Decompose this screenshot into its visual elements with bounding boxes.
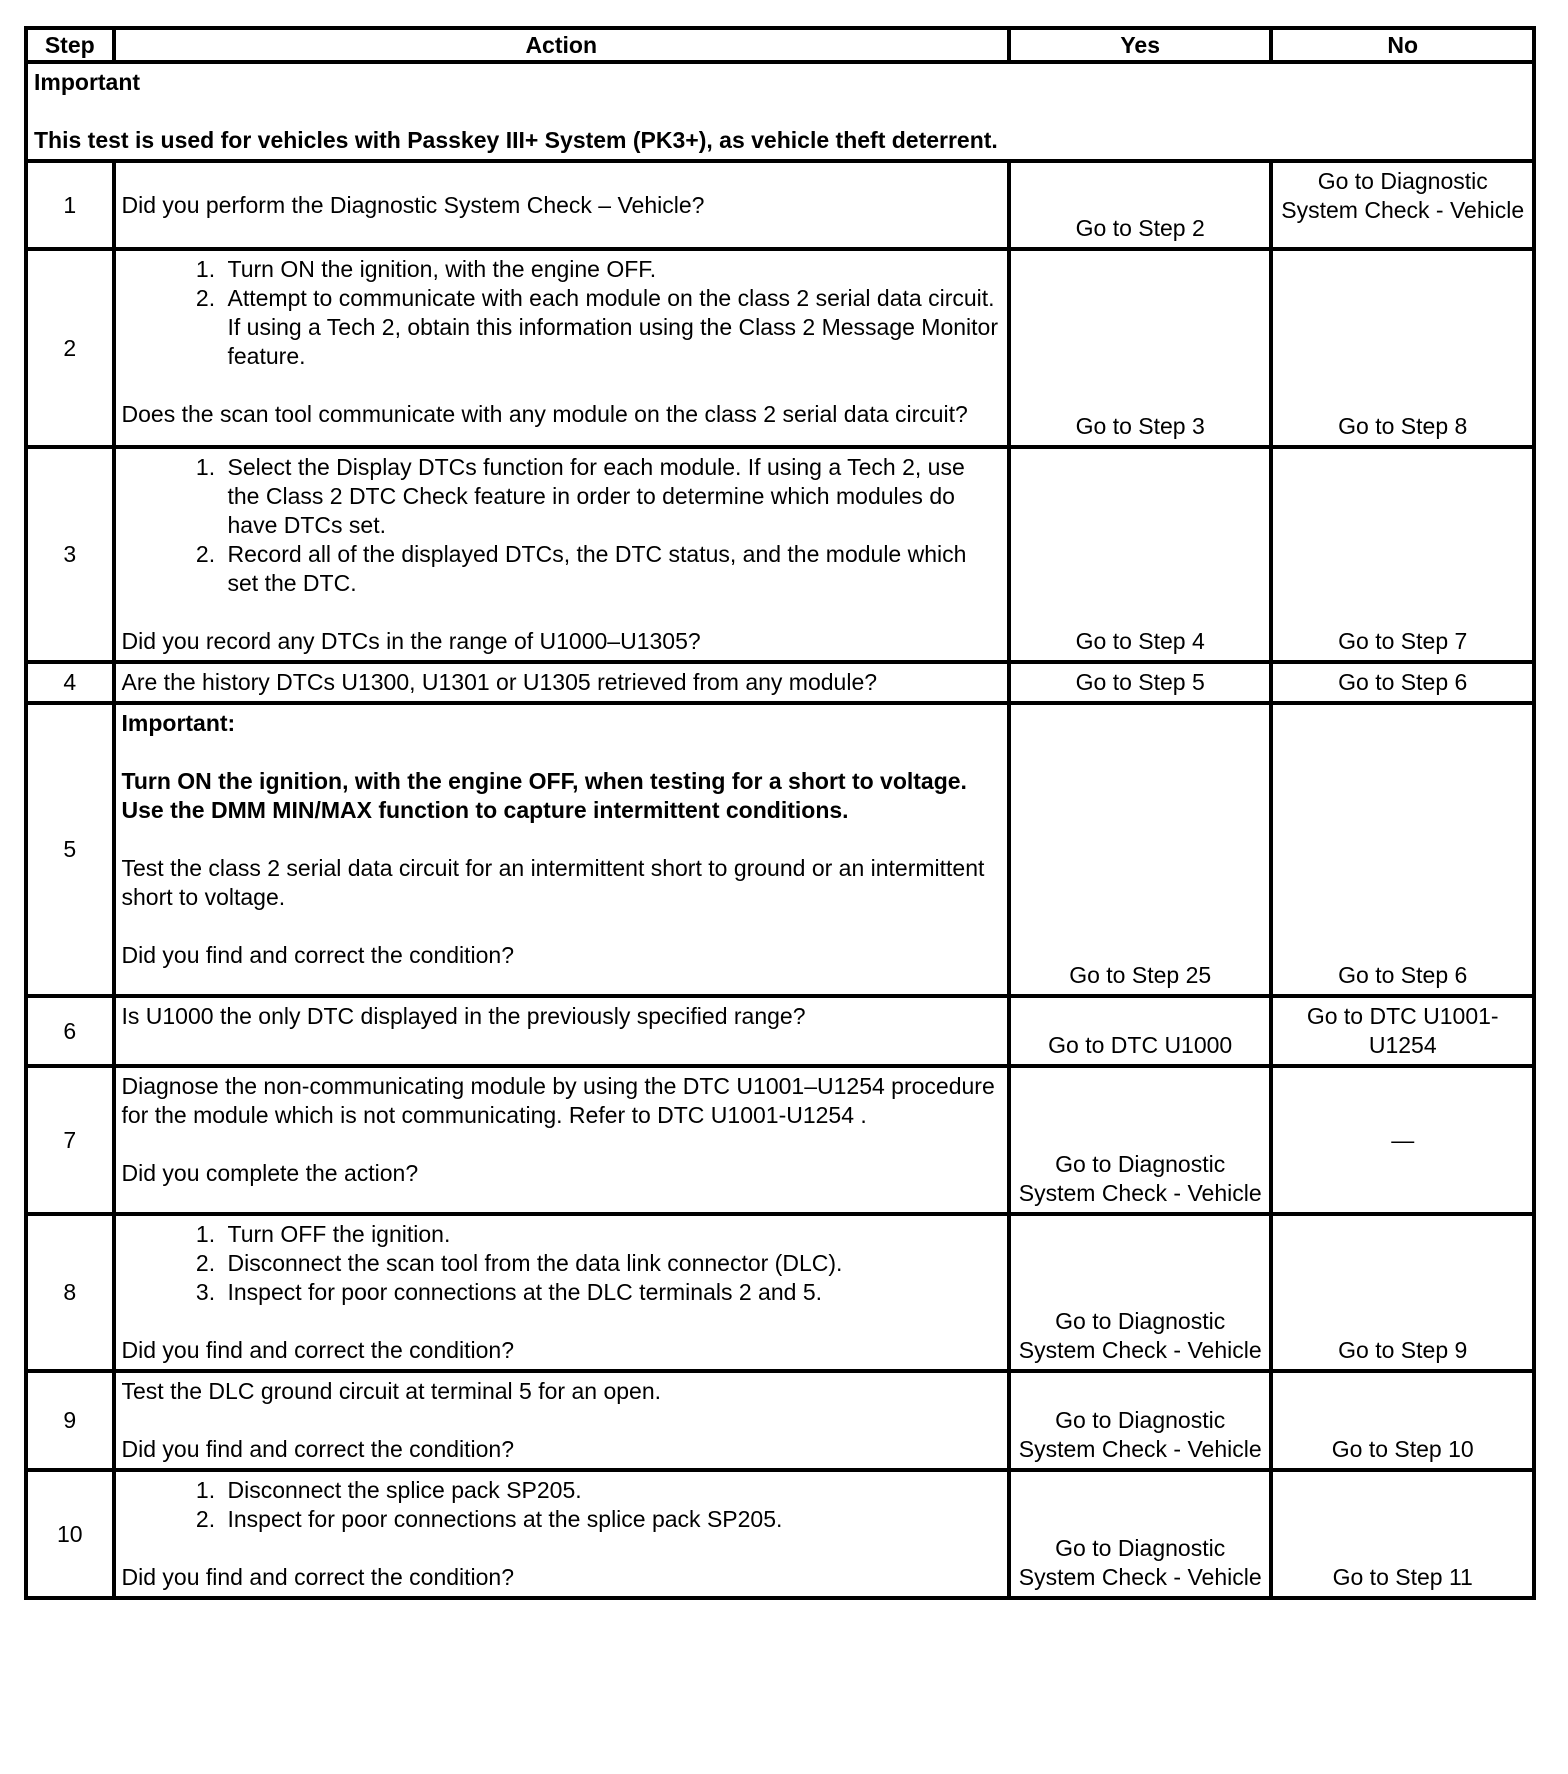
substep: 2. Disconnect the scan tool from the data link connector (DLC). [222,1249,1001,1278]
action-question: Did you find and correct the condition? [121,1337,515,1363]
action-question: Is U1000 the only DTC displayed in the previously specified range? [121,1003,806,1029]
action-question: Does the scan tool communicate with any module on the class 2 serial data circuit? [121,401,968,427]
step-number: 5 [26,703,114,996]
action-body: Test the class 2 serial data circuit for an intermittent short to ground or an intermittent short to voltage. [121,855,985,910]
step-number: 10 [26,1470,114,1598]
yes-cell: Go to Diagnostic System Check - Vehicle [1009,1066,1272,1214]
action-cell [114,703,1009,996]
table-row [26,996,1534,1066]
substep: 1. Turn ON the ignition, with the engine OFF. [222,255,1001,284]
yes-cell: Go to Step 25 [1009,703,1272,996]
step-number: 1 [26,161,114,249]
action-body: Test the DLC ground circuit at terminal 5 for an open. [121,1378,662,1404]
table-row [26,703,1534,996]
yes-cell: Go to Step 4 [1009,447,1272,662]
substep: 2. Record all of the displayed DTCs, the DTC status, and the module which set the DTC. [222,540,1001,598]
substep-list [122,255,1001,371]
action-question: Did you find and correct the condition? [121,942,515,968]
header-yes: Yes [1009,28,1272,62]
action-cell [114,249,1009,447]
intro-row [26,62,1534,161]
action-cell [114,996,1009,1066]
header-action: Action [114,28,1009,62]
substep: 1. Disconnect the splice pack SP205. [222,1476,1001,1505]
action-cell [114,1470,1009,1598]
substep-list [122,1476,1001,1534]
table-row [26,1470,1534,1598]
step-number: 6 [26,996,114,1066]
step-number: 8 [26,1214,114,1371]
diagnostic-table [24,26,1536,1600]
table-row [26,447,1534,662]
action-body: Diagnose the non-communicating module by using the DTC U1001–U1254 procedure for the module which is not communicating. Refer to DTC U1001-U1254 . [121,1073,995,1128]
table-row [26,662,1534,703]
action-cell [114,1066,1009,1214]
header-no: No [1271,28,1534,62]
action-question: Did you complete the action? [121,1160,419,1186]
step-number: 9 [26,1371,114,1470]
table-row [26,249,1534,447]
substep: 3. Inspect for poor connections at the DLC terminals 2 and 5. [222,1278,1001,1307]
no-cell: Go to Step 10 [1271,1371,1534,1470]
action-cell [114,1371,1009,1470]
no-cell: Go to Step 6 [1271,662,1534,703]
substep: 2. Inspect for poor connections at the splice pack SP205. [222,1505,1001,1534]
substep: 1. Turn OFF the ignition. [222,1220,1001,1249]
step-number: 7 [26,1066,114,1214]
no-cell: Go to DTC U1001-U1254 [1271,996,1534,1066]
yes-cell: Go to Step 2 [1009,161,1272,249]
yes-cell: Go to DTC U1000 [1009,996,1272,1066]
action-cell [114,447,1009,662]
step-number: 3 [26,447,114,662]
header-row [26,28,1534,62]
action-question: Did you find and correct the condition? [121,1436,515,1462]
table-row [26,1371,1534,1470]
step-number: 4 [26,662,114,703]
no-cell: Go to Step 11 [1271,1470,1534,1598]
no-cell: Go to Step 6 [1271,703,1534,996]
action-question: Did you find and correct the condition? [121,1564,515,1590]
no-cell: Go to Step 7 [1271,447,1534,662]
intro-title: Important [34,69,141,95]
no-cell: Go to Step 8 [1271,249,1534,447]
yes-cell: Go to Diagnostic System Check - Vehicle [1009,1214,1272,1371]
action-cell [114,662,1009,703]
yes-cell: Go to Diagnostic System Check - Vehicle [1009,1371,1272,1470]
important-text: Turn ON the ignition, with the engine OFF, when testing for a short to voltage. Use the DMM MIN/MAX function to capture intermittent conditions. [121,768,967,823]
substep: 2. Attempt to communicate with each module on the class 2 serial data circuit. If using a Tech 2, obtain this information using the Class 2 Message Monitor feature. [222,284,1001,371]
yes-cell: Go to Step 5 [1009,662,1272,703]
substep: 1. Select the Display DTCs function for each module. If using a Tech 2, use the Class 2 DTC Check feature in order to determine which modules do have DTCs set. [222,453,1001,540]
table-row [26,1066,1534,1214]
intro-text: This test is used for vehicles with Passkey III+ System (PK3+), as vehicle theft deterrent. [34,127,998,153]
substep-list [122,453,1001,598]
action-cell [114,161,1009,249]
step-number: 2 [26,249,114,447]
action-question: Did you perform the Diagnostic System Check – Vehicle? [121,191,705,218]
no-cell: Go to Step 9 [1271,1214,1534,1371]
no-cell: — [1271,1066,1534,1214]
no-cell: Go to Diagnostic System Check - Vehicle [1271,161,1534,249]
header-step: Step [26,28,114,62]
substep-list [122,1220,1001,1307]
intro-cell [26,62,1534,161]
table-row [26,161,1534,249]
yes-cell: Go to Step 3 [1009,249,1272,447]
action-cell [114,1214,1009,1371]
table-row [26,1214,1534,1371]
action-question: Are the history DTCs U1300, U1301 or U1305 retrieved from any module? [121,669,878,695]
important-title: Important: [121,710,236,736]
yes-cell: Go to Diagnostic System Check - Vehicle [1009,1470,1272,1598]
action-question: Did you record any DTCs in the range of U1000–U1305? [121,628,701,654]
